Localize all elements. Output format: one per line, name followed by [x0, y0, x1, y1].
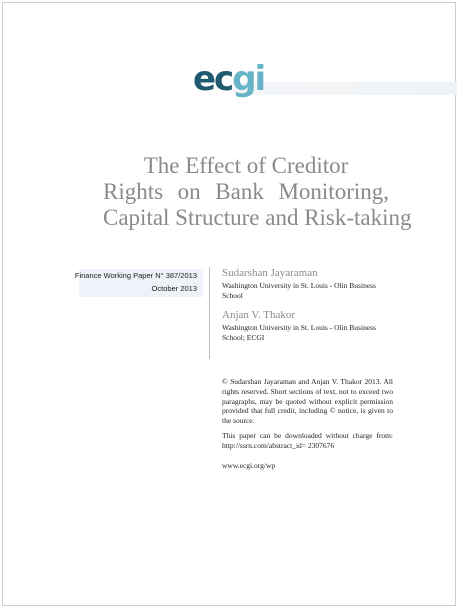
author-affiliation-1: Washington University in St. Louis - Olin Business School [222, 281, 376, 300]
website-link[interactable]: www.ecgi.org/wp [222, 461, 276, 470]
divider-line [209, 267, 210, 359]
author-name-1: Sudarshan Jayaraman [222, 267, 318, 279]
copyright-notice: © Sudarshan Jayaraman and Anjan V. Thakor 2013. All rights reserved. Short sections of text, not to exceed two paragraphs, may be quoted without explicit permission provided that full credit, including © notice, is given to the source. [222, 377, 393, 426]
paper-title [103, 153, 412, 231]
ecgi-logo [193, 59, 264, 99]
logo-text-dark: ec [193, 59, 233, 99]
title-line-1: The Effect of Creditor [143, 153, 349, 178]
author-affiliation-2: Washington University in St. Louis - Olin Business School; ECGI [222, 323, 376, 342]
logo-rule [233, 82, 457, 95]
title-line-3: Capital Structure and Risk-taking [103, 205, 412, 230]
paper-date: October 2013 [151, 284, 197, 293]
author-name-2: Anjan V. Thakor [222, 309, 296, 321]
title-line-2: Rights on Bank Monitoring, [103, 179, 389, 204]
logo-text-light: gi [232, 59, 265, 99]
working-paper-number: Finance Working Paper N° 387/2013 [74, 271, 197, 280]
logo-area [3, 59, 457, 99]
document-page [2, 2, 456, 606]
download-notice[interactable]: This paper can be downloaded without charge from: http://ssrn.com/abstract_id= 2307676 [222, 431, 393, 450]
